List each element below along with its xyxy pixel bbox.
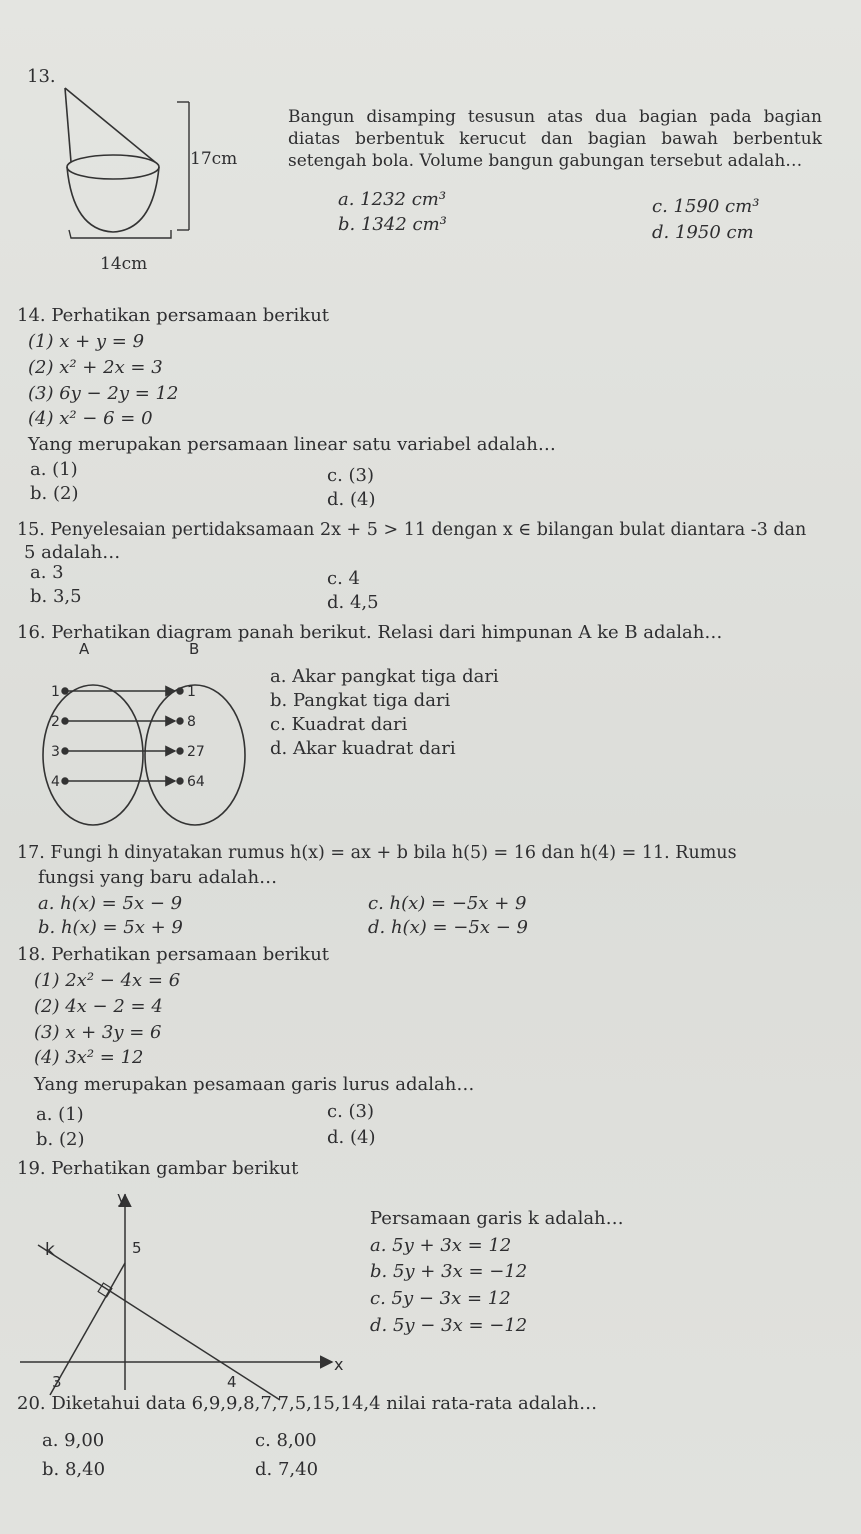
q18-option-c[interactable]: c. (3) bbox=[327, 1101, 375, 1122]
q14-equation-1: (1) x + y = 9 bbox=[28, 331, 145, 352]
set-a-element: 2 bbox=[51, 714, 60, 730]
q15-option-a[interactable]: a. 3 bbox=[30, 562, 64, 583]
q19-option-c[interactable]: c. 5y − 3x = 12 bbox=[370, 1288, 511, 1309]
height-bracket bbox=[177, 102, 189, 230]
set-a-element: 3 bbox=[51, 744, 60, 760]
arrow-diagram bbox=[25, 640, 265, 830]
set-a-label: A bbox=[79, 640, 90, 658]
x-neg-tick-label: 3 bbox=[52, 1373, 62, 1391]
q17-line-1: 17. Fungi h dinyatakan rumus h(x) = ax + b bila h(5) = 16 dan h(4) = 11. Rumus bbox=[17, 843, 737, 863]
q16-option-b[interactable]: b. Pangkat tiga dari bbox=[270, 690, 451, 711]
q17-line-2: fungsi yang baru adalah… bbox=[38, 867, 278, 888]
q19-option-d[interactable]: d. 5y − 3x = −12 bbox=[370, 1315, 528, 1336]
q20-title: 20. Diketahui data 6,9,9,8,7,7,5,15,14,4 nilai rata-rata adalah… bbox=[17, 1393, 598, 1414]
q18-equation-1: (1) 2x² − 4x = 6 bbox=[34, 970, 181, 991]
y-axis-label: y bbox=[117, 1188, 127, 1207]
line-graph bbox=[20, 1185, 350, 1405]
q13-text: Bangun disamping tesusun atas dua bagian pada bagian diatas berbentuk kerucut dan bagian bawah berbentuk setengah bola. Volume bangun gabungan tersebut adalah… bbox=[288, 107, 822, 171]
q17-option-a[interactable]: a. h(x) = 5x − 9 bbox=[38, 893, 183, 914]
q18-equation-4: (4) 3x² = 12 bbox=[34, 1047, 144, 1068]
x-axis-label: x bbox=[334, 1355, 344, 1374]
q19-title: 19. Perhatikan gambar berikut bbox=[17, 1158, 299, 1179]
q13-option-b[interactable]: b. 1342 cm³ bbox=[338, 214, 447, 235]
q14-equation-2: (2) x² + 2x = 3 bbox=[28, 357, 163, 378]
q14-option-d[interactable]: d. (4) bbox=[327, 489, 376, 510]
q16-option-a[interactable]: a. Akar pangkat tiga dari bbox=[270, 666, 499, 687]
q18-option-b[interactable]: b. (2) bbox=[36, 1129, 85, 1150]
x-pos-tick-label: 4 bbox=[227, 1373, 237, 1391]
mapping-arrows bbox=[62, 688, 183, 784]
q13-number: 13. bbox=[27, 66, 56, 87]
set-a-element: 4 bbox=[51, 774, 60, 790]
q20-option-d[interactable]: d. 7,40 bbox=[255, 1459, 319, 1480]
cone-hemisphere-shape bbox=[65, 88, 159, 232]
q19-option-a[interactable]: a. 5y + 3x = 12 bbox=[370, 1235, 512, 1256]
y-tick-label: 5 bbox=[132, 1239, 142, 1257]
q16-title: 16. Perhatikan diagram panah berikut. Relasi dari himpunan A ke B adalah… bbox=[17, 622, 723, 643]
q17-option-d[interactable]: d. h(x) = −5x − 9 bbox=[368, 917, 528, 938]
set-a-element: 1 bbox=[51, 684, 60, 700]
q14-title: 14. Perhatikan persamaan berikut bbox=[17, 305, 330, 326]
q18-title: 18. Perhatikan persamaan berikut bbox=[17, 944, 330, 965]
set-b-element: 1 bbox=[187, 684, 196, 700]
q18-option-d[interactable]: d. (4) bbox=[327, 1127, 376, 1148]
diameter-label: 14cm bbox=[100, 254, 148, 274]
q19-option-b[interactable]: b. 5y + 3x = −12 bbox=[370, 1261, 528, 1282]
line-k bbox=[38, 1245, 280, 1400]
set-a-elements bbox=[51, 684, 60, 790]
set-b-element: 64 bbox=[187, 774, 205, 790]
q17-option-b[interactable]: b. h(x) = 5x + 9 bbox=[38, 917, 183, 938]
q13-option-d[interactable]: d. 1950 cm bbox=[652, 222, 754, 243]
set-b-label: B bbox=[189, 640, 200, 658]
q16-option-c[interactable]: c. Kuadrat dari bbox=[270, 714, 408, 735]
q14-option-c[interactable]: c. (3) bbox=[327, 465, 375, 486]
q16-option-d[interactable]: d. Akar kuadrat dari bbox=[270, 738, 456, 759]
q14-question: Yang merupakan persamaan linear satu variabel adalah… bbox=[28, 434, 556, 455]
q13-option-c[interactable]: c. 1590 cm³ bbox=[652, 196, 760, 217]
q15-option-c[interactable]: c. 4 bbox=[327, 568, 360, 589]
q18-option-a[interactable]: a. (1) bbox=[36, 1104, 84, 1125]
q14-option-b[interactable]: b. (2) bbox=[30, 483, 79, 504]
set-b-element: 27 bbox=[187, 744, 205, 760]
q15-option-b[interactable]: b. 3,5 bbox=[30, 586, 82, 607]
q20-option-c[interactable]: c. 8,00 bbox=[255, 1430, 317, 1451]
q15-option-d[interactable]: d. 4,5 bbox=[327, 592, 379, 613]
q18-equation-3: (3) x + 3y = 6 bbox=[34, 1022, 162, 1043]
q20-option-b[interactable]: b. 8,40 bbox=[42, 1459, 106, 1480]
q14-option-a[interactable]: a. (1) bbox=[30, 459, 78, 480]
q18-question: Yang merupakan pesamaan garis lurus adalah… bbox=[34, 1074, 475, 1095]
q20-option-a[interactable]: a. 9,00 bbox=[42, 1430, 105, 1451]
set-b-element: 8 bbox=[187, 714, 196, 730]
q15-line-1: 15. Penyelesaian pertidaksamaan 2x + 5 > 11 dengan x ∈ bilangan bulat diantara -3 dan bbox=[17, 520, 807, 540]
q18-equation-2: (2) 4x − 2 = 4 bbox=[34, 996, 163, 1017]
q14-equation-3: (3) 6y − 2y = 12 bbox=[28, 383, 179, 404]
set-b-elements bbox=[187, 684, 205, 790]
q19-question: Persamaan garis k adalah… bbox=[370, 1208, 624, 1229]
q13-option-a[interactable]: a. 1232 cm³ bbox=[338, 189, 447, 210]
q14-equation-4: (4) x² − 6 = 0 bbox=[28, 408, 153, 429]
cone-hemisphere-figure bbox=[55, 80, 255, 280]
q15-line-2: 5 adalah… bbox=[24, 542, 121, 563]
q17-option-c[interactable]: c. h(x) = −5x + 9 bbox=[368, 893, 527, 914]
line-k-label: k bbox=[45, 1240, 55, 1260]
height-label: 17cm bbox=[190, 149, 238, 169]
